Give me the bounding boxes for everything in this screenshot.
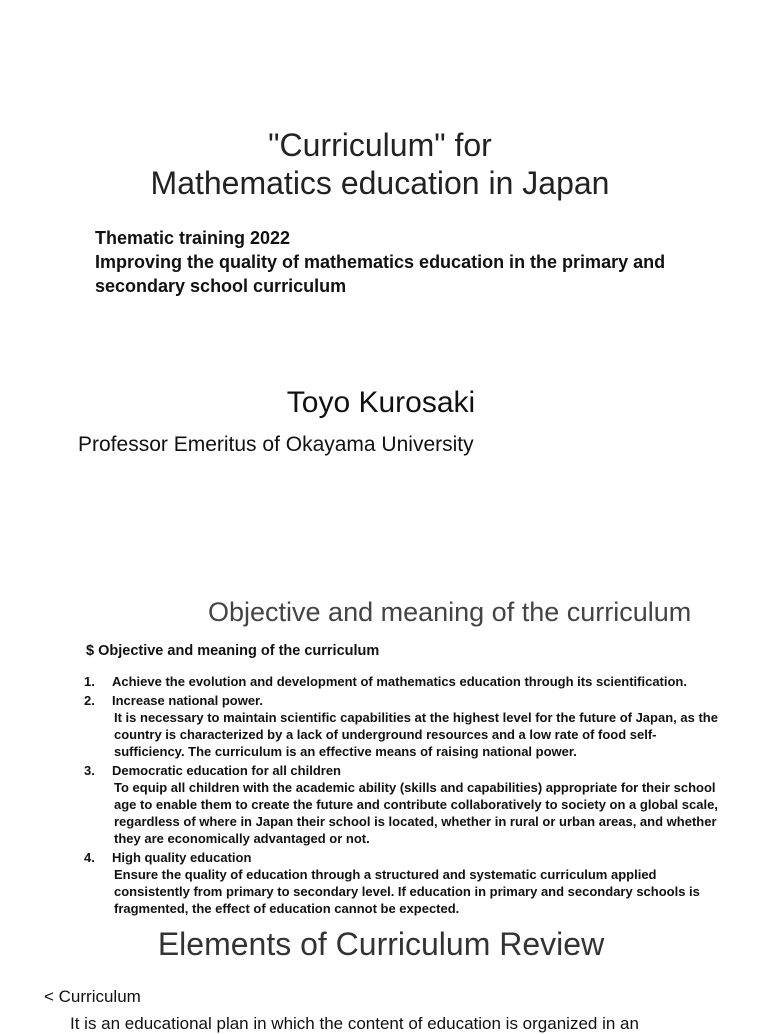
item-number: 4. bbox=[84, 850, 95, 865]
objective-list bbox=[84, 673, 724, 917]
list-item bbox=[84, 692, 724, 760]
subtitle-line-1: Thematic training 2022 bbox=[95, 228, 291, 248]
item-heading: High quality education bbox=[112, 850, 252, 865]
item-heading: Increase national power. bbox=[112, 693, 263, 708]
curriculum-label: < Curriculum bbox=[44, 987, 141, 1006]
item-number: 1. bbox=[84, 674, 95, 689]
subtitle-block bbox=[95, 226, 715, 298]
section-heading-review: Elements of Curriculum Review bbox=[157, 926, 605, 962]
list-item bbox=[84, 849, 724, 917]
subtitle-line-2: Improving the quality of mathematics education in the primary and secondary school curriculum bbox=[95, 252, 666, 296]
curriculum-definition-text: It is an educational plan in which the content of education is organized in an bbox=[70, 1014, 639, 1033]
item-number: 3. bbox=[84, 763, 95, 778]
author-affiliation: Professor Emeritus of Okayama University bbox=[78, 433, 474, 456]
item-body: It is necessary to maintain scientific capabilities at the highest level for the future of Japan, as the country is characterized by a lack of underground resources and a low rate of food self-sufficiency. The curriculum is an effective means of raising national power. bbox=[114, 710, 718, 759]
list-item bbox=[84, 762, 724, 847]
item-number: 2. bbox=[84, 693, 95, 708]
item-body: To equip all children with the academic ability (skills and capabilities) appropriate for their school age to enable them to create the future and contribute collaboratively to society on a global scale, regardless of where in Japan their school is located, whether in rural or urban areas, and whether they are economically advantaged or not. bbox=[114, 780, 718, 846]
title-line-2: Mathematics education in Japan bbox=[150, 165, 610, 201]
section-subheading-objective: $ Objective and meaning of the curriculum bbox=[86, 643, 380, 659]
title-line-1: "Curriculum" for bbox=[268, 127, 492, 163]
list-item bbox=[84, 673, 724, 690]
document-title bbox=[0, 126, 760, 202]
item-body: Ensure the quality of education through a structured and systematic curriculum applied consistently from primary to secondary level. If education in primary and secondary schools is fragmented, the effect of education cannot be expected. bbox=[114, 867, 700, 916]
item-heading: Democratic education for all children bbox=[112, 763, 341, 778]
author-name: Toyo Kurosaki bbox=[286, 386, 476, 419]
item-heading: Achieve the evolution and development of mathematics education through its scientification. bbox=[112, 674, 687, 689]
section-heading-objective: Objective and meaning of the curriculum bbox=[208, 597, 692, 627]
